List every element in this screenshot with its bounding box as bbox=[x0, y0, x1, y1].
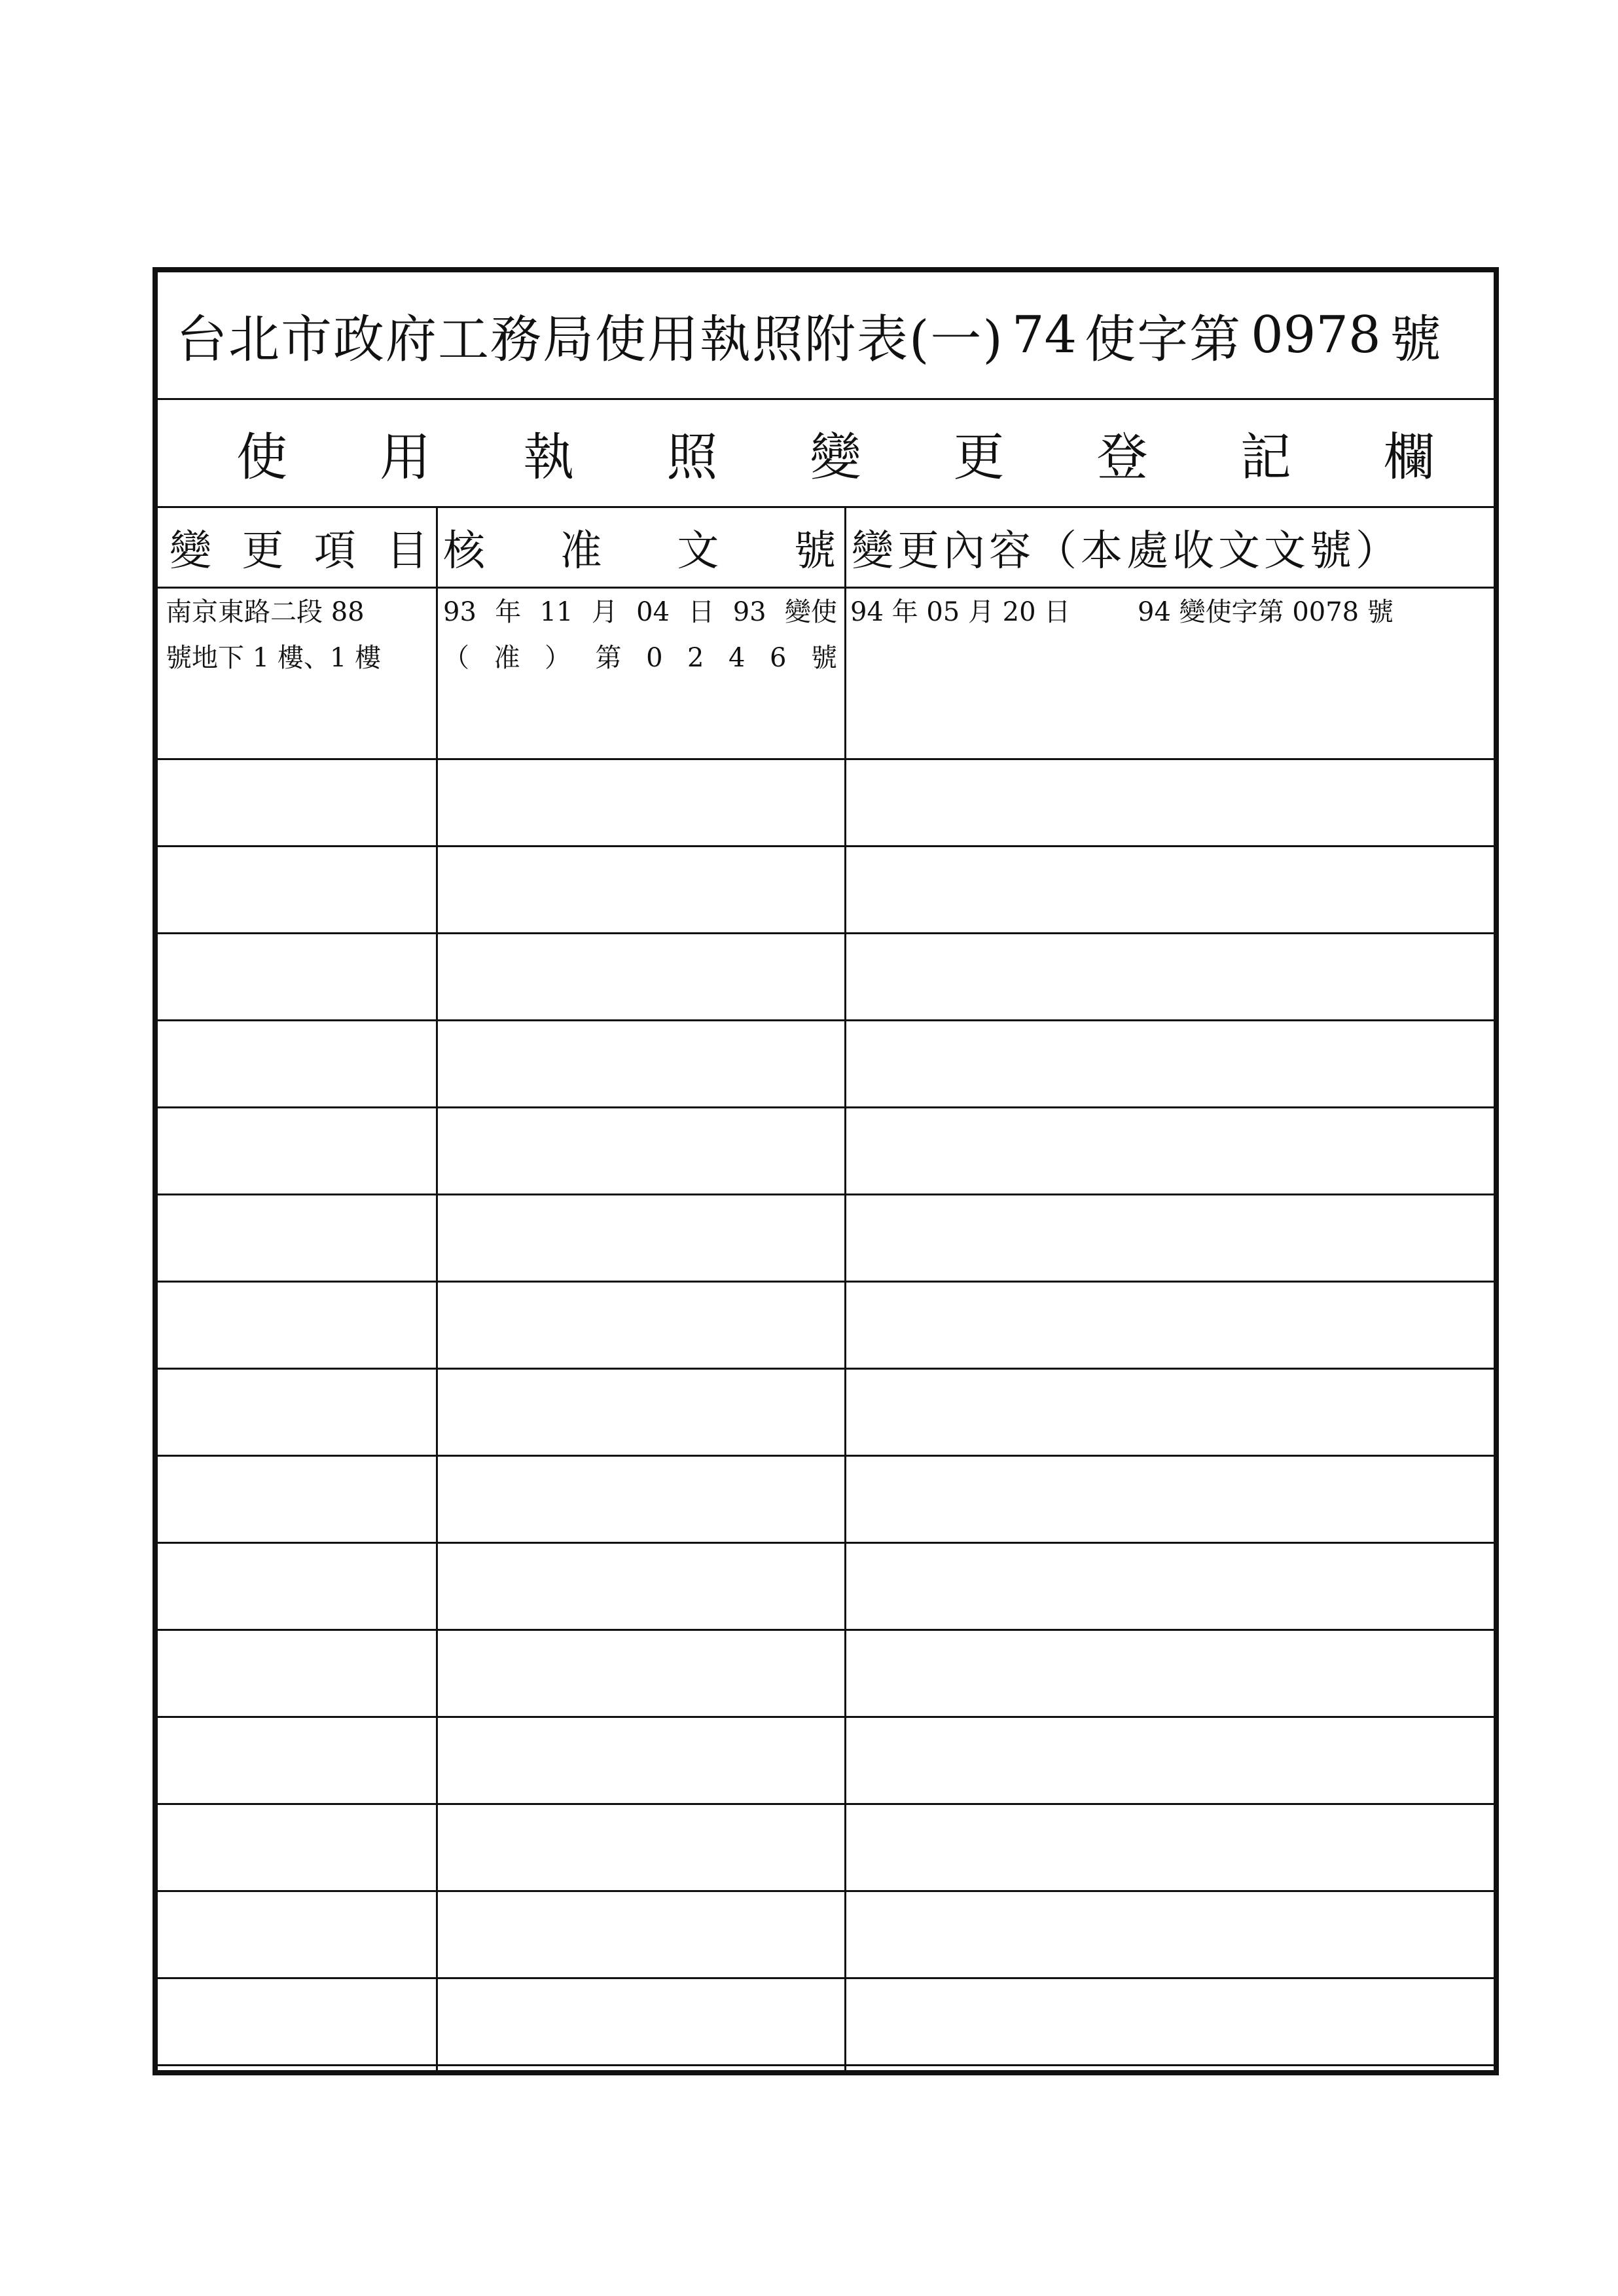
header-char: 更 bbox=[242, 527, 284, 575]
header-change-item bbox=[170, 508, 428, 587]
section-char: 變 bbox=[810, 428, 861, 487]
approval-line-2 bbox=[443, 635, 837, 681]
row-divider bbox=[158, 932, 1494, 934]
approval-token: 變使 bbox=[784, 597, 837, 627]
row-1-change-item bbox=[166, 589, 431, 681]
license-suffix: 號 bbox=[1390, 310, 1443, 369]
row-divider bbox=[158, 1368, 1494, 1370]
content-reference: 94 變使字第 0078 號 bbox=[1138, 597, 1393, 627]
approval-token: 6 bbox=[769, 643, 787, 673]
approval-token: 月 bbox=[591, 597, 618, 627]
row-divider bbox=[158, 1455, 1494, 1457]
row-divider bbox=[158, 1019, 1494, 1021]
header-char: 文 bbox=[677, 527, 719, 575]
row-divider bbox=[158, 1716, 1494, 1718]
license-attachment-form bbox=[153, 267, 1499, 2075]
row-divider bbox=[158, 1194, 1494, 1195]
item-line: 號地下 1 樓、1 樓 bbox=[166, 643, 382, 673]
section-heading bbox=[158, 400, 1494, 508]
approval-token: 准 bbox=[494, 643, 520, 673]
change-register-table bbox=[158, 508, 1494, 2070]
approval-token: 年 bbox=[495, 597, 522, 627]
approval-token: 0 bbox=[646, 643, 663, 673]
header-approval-number bbox=[443, 508, 836, 587]
row-divider bbox=[158, 587, 1494, 589]
section-char: 照 bbox=[666, 428, 718, 487]
approval-line-1 bbox=[443, 589, 837, 635]
header-char: 項 bbox=[314, 527, 356, 575]
row-1-change-content bbox=[850, 589, 1485, 635]
approval-token: 93 bbox=[443, 597, 476, 627]
section-char: 使 bbox=[236, 428, 288, 487]
row-divider bbox=[158, 1977, 1494, 1979]
row-divider bbox=[158, 1890, 1494, 1892]
approval-token: 93 bbox=[732, 597, 766, 627]
item-line: 南京東路二段 88 bbox=[166, 597, 365, 627]
row-divider bbox=[158, 1281, 1494, 1283]
header-char: 核 bbox=[443, 527, 485, 575]
section-char: 欄 bbox=[1383, 428, 1435, 487]
content-date: 94 年 05 月 20 日 bbox=[850, 597, 1071, 627]
row-divider bbox=[158, 1629, 1494, 1631]
approval-token: 11 bbox=[539, 597, 573, 627]
row-divider bbox=[158, 758, 1494, 760]
approval-token: 號 bbox=[810, 643, 837, 673]
approval-token: （ bbox=[443, 643, 469, 673]
header-char: 號 bbox=[793, 527, 836, 575]
approval-token: 2 bbox=[687, 643, 704, 673]
form-title bbox=[158, 272, 1494, 400]
approval-token: 日 bbox=[688, 597, 715, 627]
row-divider bbox=[158, 1542, 1494, 1544]
header-change-content: 變更內容（本處收文文號） bbox=[852, 527, 1401, 575]
section-char: 用 bbox=[380, 428, 431, 487]
section-char: 執 bbox=[523, 428, 575, 487]
section-char: 記 bbox=[1240, 428, 1291, 487]
section-char: 登 bbox=[1096, 428, 1148, 487]
header-char: 准 bbox=[560, 527, 602, 575]
approval-token: 第 bbox=[595, 643, 622, 673]
approval-token: 04 bbox=[636, 597, 670, 627]
row-1-approval-number bbox=[443, 589, 837, 681]
license-number: 0978 bbox=[1251, 306, 1381, 365]
license-type: 使字第 bbox=[1085, 310, 1242, 369]
header-char: 目 bbox=[386, 527, 428, 575]
row-divider bbox=[158, 1106, 1494, 1108]
column-divider bbox=[844, 508, 846, 2070]
column-divider bbox=[436, 508, 438, 2070]
license-year: 74 bbox=[1011, 306, 1077, 365]
approval-token: ） bbox=[545, 643, 571, 673]
section-char: 更 bbox=[953, 428, 1005, 487]
row-divider bbox=[158, 845, 1494, 847]
title-prefix: 台北市政府工務局使用執照附表(一) bbox=[176, 310, 1004, 369]
row-divider bbox=[158, 1803, 1494, 1805]
header-char: 變 bbox=[170, 527, 211, 575]
approval-token: 4 bbox=[728, 643, 746, 673]
row-divider bbox=[158, 2064, 1494, 2066]
